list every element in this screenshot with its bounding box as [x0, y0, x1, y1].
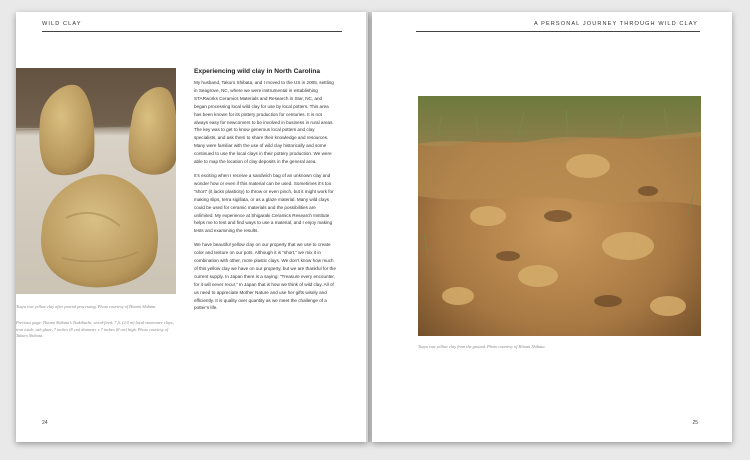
- header-rule-left: [42, 31, 342, 32]
- clay-ground-photo: [418, 96, 701, 336]
- left-page: [16, 12, 368, 442]
- clay-lumps-photo: [16, 68, 176, 294]
- article-paragraph: It’s exciting when I receive a sandwich bag of an unknown clay and wonder how or even if this material can be used. Sometimes it’s too “short” (it lacks plasticity) to throw or even pinch, but it might work for making slips, terra sigillata, or as a glaze material. Many wild clays could be used for ceramic materials and the possibilities are unlimited. My experience at Shigaraki Ceramics Research Institute helps me to test and find ways to use a material, and I enjoy making tests and examining the results.: [194, 172, 334, 234]
- page-number-right: 25: [692, 420, 698, 426]
- photo-caption-ground: Tsuyu raw yellow clay from the ground. Photo courtesy of Hitomi Shibata.: [418, 344, 546, 349]
- running-head-left: WILD CLAY: [42, 21, 82, 27]
- right-page: [372, 12, 732, 442]
- article: [194, 68, 336, 318]
- photo-caption-previous-page: Previous page: Hitomi Shibata’s Tsukibachi, wood-fired, 7 ft. (2.0 m) local stoneware clays, iron oxide, ash glaze, 7 inches (8 cm) diameter x 7 inches (8 cm) high. Photo courtesy of Takuro Shibata.: [16, 320, 174, 338]
- article-paragraph: My husband, Takuro Shibata, and I moved to the US in 2005, settling in Seagrove, NC, where we were instrumental in establishing STARworks Ceramics Materials and Research in Star, NC, and began processing local wild clay for use by local potters. This area has been known for its pottery production for centuries. It is not always easy for newcomers to be involved in business in rural areas. The key was to get to know generous local potters and clay specialists, and ask them to share their knowledge and resources. Many were familiar with the use of wild clay historically and some continued to use the local clays in their pottery production. We were able to map the location of clay deposits in the general area.: [194, 80, 334, 165]
- running-head-right: A PERSONAL JOURNEY THROUGH WILD CLAY: [533, 21, 698, 27]
- header-rule-right: [416, 31, 700, 32]
- article-paragraph: We have beautiful yellow clay on our property that we use to create color and texture on our pots. Although it is “short,” we mix it in combination with other, more plastic clays. We don’t know how much of this yellow clay we have on our property, but we are thankful for the current supply. In Japan there is a saying: “Treasure every encounter, for it will never recur.” In Japan that is how we think of wild clay. All of us need to appreciate Mother Nature and use her gifts wisely and efficiently. It is quality over quantity as we meet the challenge of a potter’s life.: [194, 242, 336, 311]
- photo-caption-clay: Tsuyu raw yellow clay after partial processing. Photo courtesy of Hitomi Shibata.: [16, 304, 157, 309]
- page-number-left: 24: [42, 420, 48, 426]
- article-heading: Experiencing wild clay in North Carolina: [194, 68, 321, 75]
